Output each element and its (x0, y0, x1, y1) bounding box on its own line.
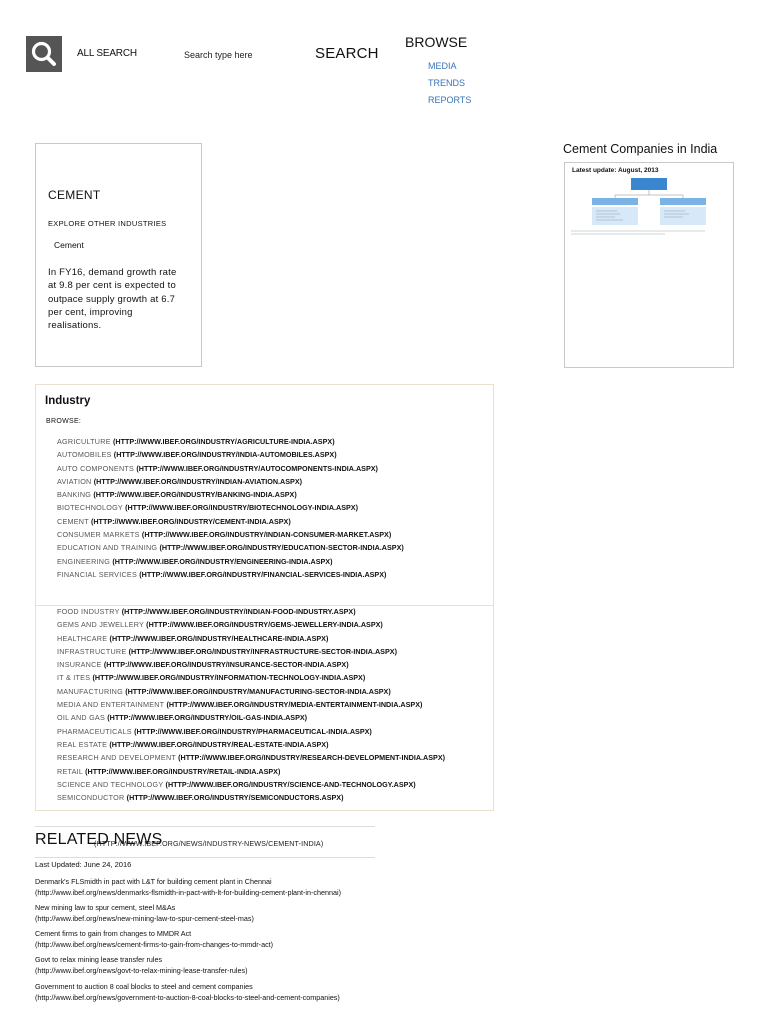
industry-name[interactable]: EDUCATION AND TRAINING (57, 543, 158, 553)
industry-link-item[interactable] (57, 475, 404, 488)
companies-title: Cement Companies in India (563, 142, 718, 156)
industry-link-item[interactable] (57, 541, 404, 554)
industry-link-item[interactable] (57, 698, 445, 711)
news-url[interactable]: (http://www.ibef.org/news/government-to-auction-8-coal-blocks-to-steel-and-cement-companies) (35, 992, 340, 1002)
industry-link-item[interactable] (57, 568, 404, 581)
industry-url[interactable]: (HTTP://WWW.IBEF.ORG/INDUSTRY/SCIENCE-AND-TECHNOLOGY.ASPX) (165, 779, 416, 789)
industry-name[interactable]: SEMICONDUCTOR (57, 793, 125, 803)
industry-list-continued (57, 605, 445, 804)
industry-link-item[interactable] (57, 501, 404, 514)
news-url[interactable]: (http://www.ibef.org/news/govt-to-relax-mining-lease-transfer-rules) (35, 965, 248, 975)
news-url[interactable]: (http://www.ibef.org/news/cement-firms-to-gain-from-changes-to-mmdr-act) (35, 939, 274, 949)
industry-url[interactable]: (HTTP://WWW.IBEF.ORG/INDUSTRY/HEALTHCARE-INDIA.ASPX) (109, 633, 329, 643)
industry-link-item[interactable] (57, 632, 445, 645)
industry-name[interactable]: AUTO COMPONENTS (57, 463, 135, 473)
cement-card-title: CEMENT (48, 188, 101, 202)
news-title[interactable]: Denmark's FLSmidth in pact with L&T for building cement plant in Chennai (35, 877, 272, 886)
news-title[interactable]: Cement firms to gain from changes to MMDR Act (35, 929, 192, 938)
industry-list (57, 435, 404, 581)
industry-link-item[interactable] (57, 618, 445, 631)
industry-browse-label: BROWSE: (46, 418, 82, 425)
browse-title: BROWSE (405, 34, 468, 50)
industry-link-item[interactable] (57, 658, 445, 671)
browse-link-reports[interactable]: REPORTS (428, 95, 472, 105)
search-button[interactable] (26, 36, 62, 72)
industry-link-item[interactable] (57, 765, 445, 778)
news-url[interactable]: (http://www.ibef.org/news/new-mining-law-to-spur-cement-steel-mas) (35, 913, 254, 923)
industry-url[interactable]: (HTTP://WWW.IBEF.ORG/INDUSTRY/EDUCATION-SECTOR-INDIA.ASPX) (159, 543, 404, 553)
news-item[interactable] (35, 929, 475, 950)
industry-link-item[interactable] (57, 605, 445, 618)
industry-link-item[interactable] (57, 791, 445, 804)
related-news-link[interactable]: (HTTP://WWW.IBEF.ORG/NEWS/INDUSTRY-NEWS/CEMENT-INDIA) (94, 839, 324, 848)
industry-name[interactable]: CONSUMER MARKETS (57, 530, 140, 540)
industry-url[interactable]: (HTTP://WWW.IBEF.ORG/INDUSTRY/CEMENT-INDIA.ASPX) (90, 516, 291, 526)
industry-url[interactable]: (HTTP://WWW.IBEF.ORG/INDUSTRY/INDIAN-FOOD-INDUSTRY.ASPX) (121, 607, 356, 616)
industry-link-item[interactable] (57, 488, 404, 501)
industry-url[interactable]: (HTTP://WWW.IBEF.ORG/INDUSTRY/AGRICULTURE-INDIA.ASPX) (112, 437, 335, 446)
industry-name[interactable]: INFRASTRUCTURE (57, 646, 127, 656)
industry-url[interactable]: (HTTP://WWW.IBEF.ORG/INDUSTRY/RETAIL-INDIA.ASPX) (85, 766, 281, 776)
industry-name[interactable]: FOOD INDUSTRY (57, 607, 120, 616)
cement-card (35, 143, 202, 367)
industry-name[interactable]: AUTOMOBILES (57, 450, 112, 460)
industry-url[interactable]: (HTTP://WWW.IBEF.ORG/INDUSTRY/BANKING-INDIA.ASPX) (93, 490, 297, 500)
industry-name[interactable]: BIOTECHNOLOGY (57, 503, 123, 513)
industry-name[interactable]: PHARMACEUTICALS (57, 726, 132, 736)
industry-link-item[interactable] (57, 738, 445, 751)
divider (35, 826, 375, 827)
industry-link-item[interactable] (57, 778, 445, 791)
industry-name[interactable]: RETAIL (57, 766, 83, 776)
industry-url[interactable]: (HTTP://WWW.IBEF.ORG/INDUSTRY/FINANCIAL-SERVICES-INDIA.ASPX) (139, 569, 387, 579)
industry-url[interactable]: (HTTP://WWW.IBEF.ORG/INDUSTRY/SEMICONDUCTORS.ASPX) (126, 793, 344, 803)
industry-link-item[interactable] (57, 725, 445, 738)
industry-name[interactable]: HEALTHCARE (57, 633, 108, 643)
industry-name[interactable]: GEMS AND JEWELLERY (57, 620, 144, 630)
industry-url[interactable]: (HTTP://WWW.IBEF.ORG/INDUSTRY/INDIAN-AVIATION.ASPX) (93, 476, 303, 486)
industry-url[interactable]: (HTTP://WWW.IBEF.ORG/INDUSTRY/INFRASTRUCTURE-SECTOR-INDIA.ASPX) (128, 646, 397, 656)
industry-name[interactable]: REAL ESTATE (57, 739, 108, 749)
companies-update-text: Latest update: August, 2013 (572, 167, 659, 174)
industry-name[interactable]: IT & ITES (57, 673, 91, 683)
all-search-label[interactable]: ALL SEARCH (77, 48, 137, 59)
industry-name[interactable]: OIL AND GAS (57, 713, 106, 723)
industry-name[interactable]: CEMENT (57, 516, 89, 526)
industry-name[interactable]: BANKING (57, 490, 92, 500)
industry-url[interactable]: (HTTP://WWW.IBEF.ORG/INDUSTRY/AUTOCOMPONENTS-INDIA.ASPX) (136, 463, 378, 473)
industry-link-item[interactable] (57, 462, 404, 475)
industry-link-item[interactable] (57, 711, 445, 724)
industry-link-item[interactable] (57, 435, 404, 448)
news-title[interactable]: Government to auction 8 coal blocks to steel and cement companies (35, 982, 253, 991)
industry-name[interactable]: INSURANCE (57, 660, 102, 670)
industry-url[interactable]: (HTTP://WWW.IBEF.ORG/INDUSTRY/OIL-GAS-INDIA.ASPX) (107, 713, 308, 723)
divider (35, 857, 375, 858)
industry-link-item[interactable] (57, 528, 404, 541)
industry-select[interactable]: Cement (54, 240, 84, 250)
industry-url[interactable]: (HTTP://WWW.IBEF.ORG/INDUSTRY/INDIA-AUTOMOBILES.ASPX) (113, 450, 337, 460)
companies-diagram-thumbnail (565, 163, 735, 253)
industry-url[interactable]: (HTTP://WWW.IBEF.ORG/INDUSTRY/MEDIA-ENTERTAINMENT-INDIA.ASPX) (166, 700, 423, 710)
news-title[interactable]: New mining law to spur cement, steel M&As (35, 903, 176, 912)
industry-url[interactable]: (HTTP://WWW.IBEF.ORG/INDUSTRY/REAL-ESTATE-INDIA.ASPX) (109, 739, 329, 749)
industry-name[interactable]: AVIATION (57, 476, 92, 486)
related-news-title: RELATED NEWS (35, 831, 163, 848)
industry-link-item[interactable] (57, 751, 445, 764)
browse-link-media[interactable]: MEDIA (428, 61, 457, 71)
last-updated: Last Updated: June 24, 2016 (35, 860, 132, 869)
search-input[interactable] (180, 47, 303, 63)
industry-name[interactable]: SCIENCE AND TECHNOLOGY (57, 779, 164, 789)
industry-link-item[interactable] (57, 448, 404, 461)
industry-title: Industry (45, 395, 91, 407)
industry-name[interactable]: ENGINEERING (57, 556, 111, 566)
industry-name[interactable]: RESEARCH AND DEVELOPMENT (57, 753, 176, 763)
search-submit[interactable]: SEARCH (315, 45, 379, 62)
explore-industries-label: EXPLORE OTHER INDUSTRIES (48, 219, 167, 228)
companies-card[interactable] (564, 162, 734, 368)
magnifier-icon (26, 36, 62, 72)
industry-link-item[interactable] (57, 645, 445, 658)
industry-url[interactable]: (HTTP://WWW.IBEF.ORG/INDUSTRY/RESEARCH-DEVELOPMENT-INDIA.ASPX) (178, 753, 446, 763)
industry-name[interactable]: MEDIA AND ENTERTAINMENT (57, 700, 165, 710)
industry-url[interactable]: (HTTP://WWW.IBEF.ORG/INDUSTRY/PHARMACEUTICAL-INDIA.ASPX) (134, 726, 372, 736)
browse-links (428, 58, 471, 109)
news-title[interactable]: Govt to relax mining lease transfer rules (35, 955, 163, 964)
news-url[interactable]: (http://www.ibef.org/news/denmarks-flsmidth-in-pact-with-lt-for-building-cement-plant-in-chennai) (35, 887, 341, 897)
industry-link-item[interactable] (57, 515, 404, 528)
news-item[interactable] (35, 877, 475, 898)
news-item[interactable] (35, 955, 475, 976)
industry-name[interactable]: MANUFACTURING (57, 686, 123, 696)
industry-link-item[interactable] (57, 671, 445, 684)
industry-url[interactable]: (HTTP://WWW.IBEF.ORG/INDUSTRY/BIOTECHNOLOGY-INDIA.ASPX) (125, 503, 358, 513)
cement-description: In FY16, demand growth rate at 9.8 per cent is expected to outpace supply growth at 6.7 per cent, improving realisations. (48, 267, 177, 332)
industry-url[interactable]: (HTTP://WWW.IBEF.ORG/INDUSTRY/INDIAN-CONSUMER-MARKET.ASPX) (141, 530, 392, 540)
news-item[interactable] (35, 982, 475, 1003)
news-item[interactable] (35, 903, 475, 924)
industry-link-item[interactable] (57, 685, 445, 698)
industry-name[interactable]: FINANCIAL SERVICES (57, 569, 137, 579)
industry-url[interactable]: (HTTP://WWW.IBEF.ORG/INDUSTRY/MANUFACTURING-SECTOR-INDIA.ASPX) (125, 686, 391, 696)
industry-url[interactable]: (HTTP://WWW.IBEF.ORG/INDUSTRY/INFORMATION-TECHNOLOGY-INDIA.ASPX) (92, 673, 366, 683)
industry-url[interactable]: (HTTP://WWW.IBEF.ORG/INDUSTRY/ENGINEERING-INDIA.ASPX) (112, 556, 333, 566)
industry-url[interactable]: (HTTP://WWW.IBEF.ORG/INDUSTRY/INSURANCE-SECTOR-INDIA.ASPX) (103, 660, 349, 670)
news-list (35, 877, 475, 1008)
industry-link-item[interactable] (57, 555, 404, 568)
browse-link-trends[interactable]: TRENDS (428, 78, 466, 88)
industry-name[interactable]: AGRICULTURE (57, 437, 111, 446)
industry-url[interactable]: (HTTP://WWW.IBEF.ORG/INDUSTRY/GEMS-JEWELLERY-INDIA.ASPX) (146, 620, 383, 630)
